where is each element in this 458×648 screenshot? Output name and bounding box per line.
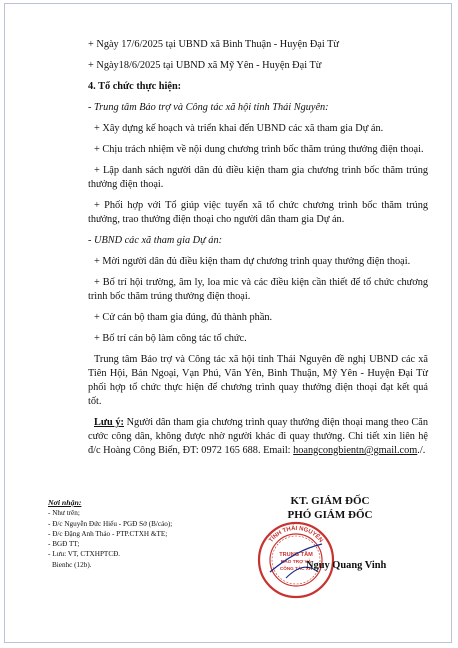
recipient-item: - Như trên; xyxy=(48,509,80,518)
svg-text:TỈNH THÁI NGUYÊN: TỈNH THÁI NGUYÊN xyxy=(268,525,324,544)
commune-item-1: + Mời người dân đủ điều kiện tham dự chương trình quay thưởng điện thoại. xyxy=(94,256,411,267)
schedule-line-1: + Ngày 17/6/2025 tại UBND xã Bình Thuận - Huyện Đại Từ xyxy=(88,39,339,50)
signer-title-2: PHÓ GIÁM ĐỐC xyxy=(287,509,373,521)
recipients-block xyxy=(48,498,248,570)
recipient-item: - Lưu: VT, CTXHPTCĐ. xyxy=(48,550,121,559)
recipient-item: - Đ/c Đặng Anh Thảo - PTP.CTXH &TE; xyxy=(48,529,168,538)
signer-titles xyxy=(250,494,410,522)
center-item-3: + Lập danh sách người dân đủ điều kiện tham gia chương trình bốc thăm trúng thưởng điện thoại. xyxy=(88,165,428,190)
signer-name: Nguy Quang Vinh xyxy=(306,560,387,571)
section-heading-4: 4. Tổ chức thực hiện: xyxy=(88,81,182,92)
note-text: Người dân tham gia chương trình quay thưởng điện thoại mang theo Căn cước công dân, không được nhờ người khác đi quay thưởng. Chi tiết xin liên hệ đ/c Hoàng Công Biển, ĐT: 0972 165 688. Email: xyxy=(88,417,428,456)
closing-paragraph: Trung tâm Bảo trợ và Công tác xã hội tỉnh Thái Nguyên đề nghị UBND các xã Tiên Hội, Bản Ngoại, Vạn Phú, Văn Yên, Bình Thuận, Mỹ Yên - Huyện Đại Từ phối hợp tổ chức thực hiện để chương trình quay thưởng điện thoại đạt kết quả tốt. xyxy=(88,354,428,407)
recipient-item: Bienhc (12b). xyxy=(52,560,92,569)
center-title: - Trung tâm Bảo trợ và Công tác xã hội tỉnh Thái Nguyên: xyxy=(88,102,329,113)
schedule-line-2: + Ngày18/6/2025 tại UBND xã Mỹ Yên - Huyện Đại Từ xyxy=(88,60,322,71)
signer-title-1: KT. GIÁM ĐỐC xyxy=(290,495,370,507)
svg-text:BẢO TRỢ VÀ: BẢO TRỢ VÀ xyxy=(280,560,312,565)
note-label: Lưu ý: xyxy=(94,417,124,428)
commune-title: - UBND các xã tham gia Dự án: xyxy=(88,235,223,246)
center-item-2: + Chịu trách nhiệm về nội dung chương trình bốc thăm trúng thưởng điện thoại. xyxy=(94,144,424,155)
recipient-item: - Đ/c Nguyễn Đức Hiếu - PGĐ Sở (B/cáo); xyxy=(48,519,173,528)
center-item-4: + Phối hợp với Tổ giúp việc tuyển xã tổ chức chương trình bốc thăm trúng thưởng, trao thưởng điện thoại cho người dân tham gia Dự án. xyxy=(88,200,428,225)
document-body xyxy=(88,38,428,458)
commune-item-3: + Cử cán bộ tham gia đúng, đủ thành phần. xyxy=(94,312,273,323)
email-suffix: ./. xyxy=(417,445,426,456)
note-paragraph xyxy=(88,416,428,458)
center-item-1: + Xây dựng kế hoạch và triển khai đến UBND các xã tham gia Dự án. xyxy=(94,123,384,134)
svg-text:TRUNG TÂM: TRUNG TÂM xyxy=(279,552,313,558)
recipients-heading: Nơi nhận: xyxy=(48,498,82,507)
contact-email-link[interactable]: hoangcongbientn@gmail.com xyxy=(293,445,418,456)
commune-item-4: + Bố trí cán bộ làm công tác tổ chức. xyxy=(94,333,247,344)
svg-text:CÔNG TÁC XH: CÔNG TÁC XH xyxy=(279,566,313,571)
recipient-item: - BGĐ TT; xyxy=(48,540,80,549)
commune-item-2: + Bố trí hội trường, âm ly, loa mic và các điều kiện cần thiết để tổ chức chương trình bốc thăm trúng thưởng điện thoại. xyxy=(88,277,428,302)
